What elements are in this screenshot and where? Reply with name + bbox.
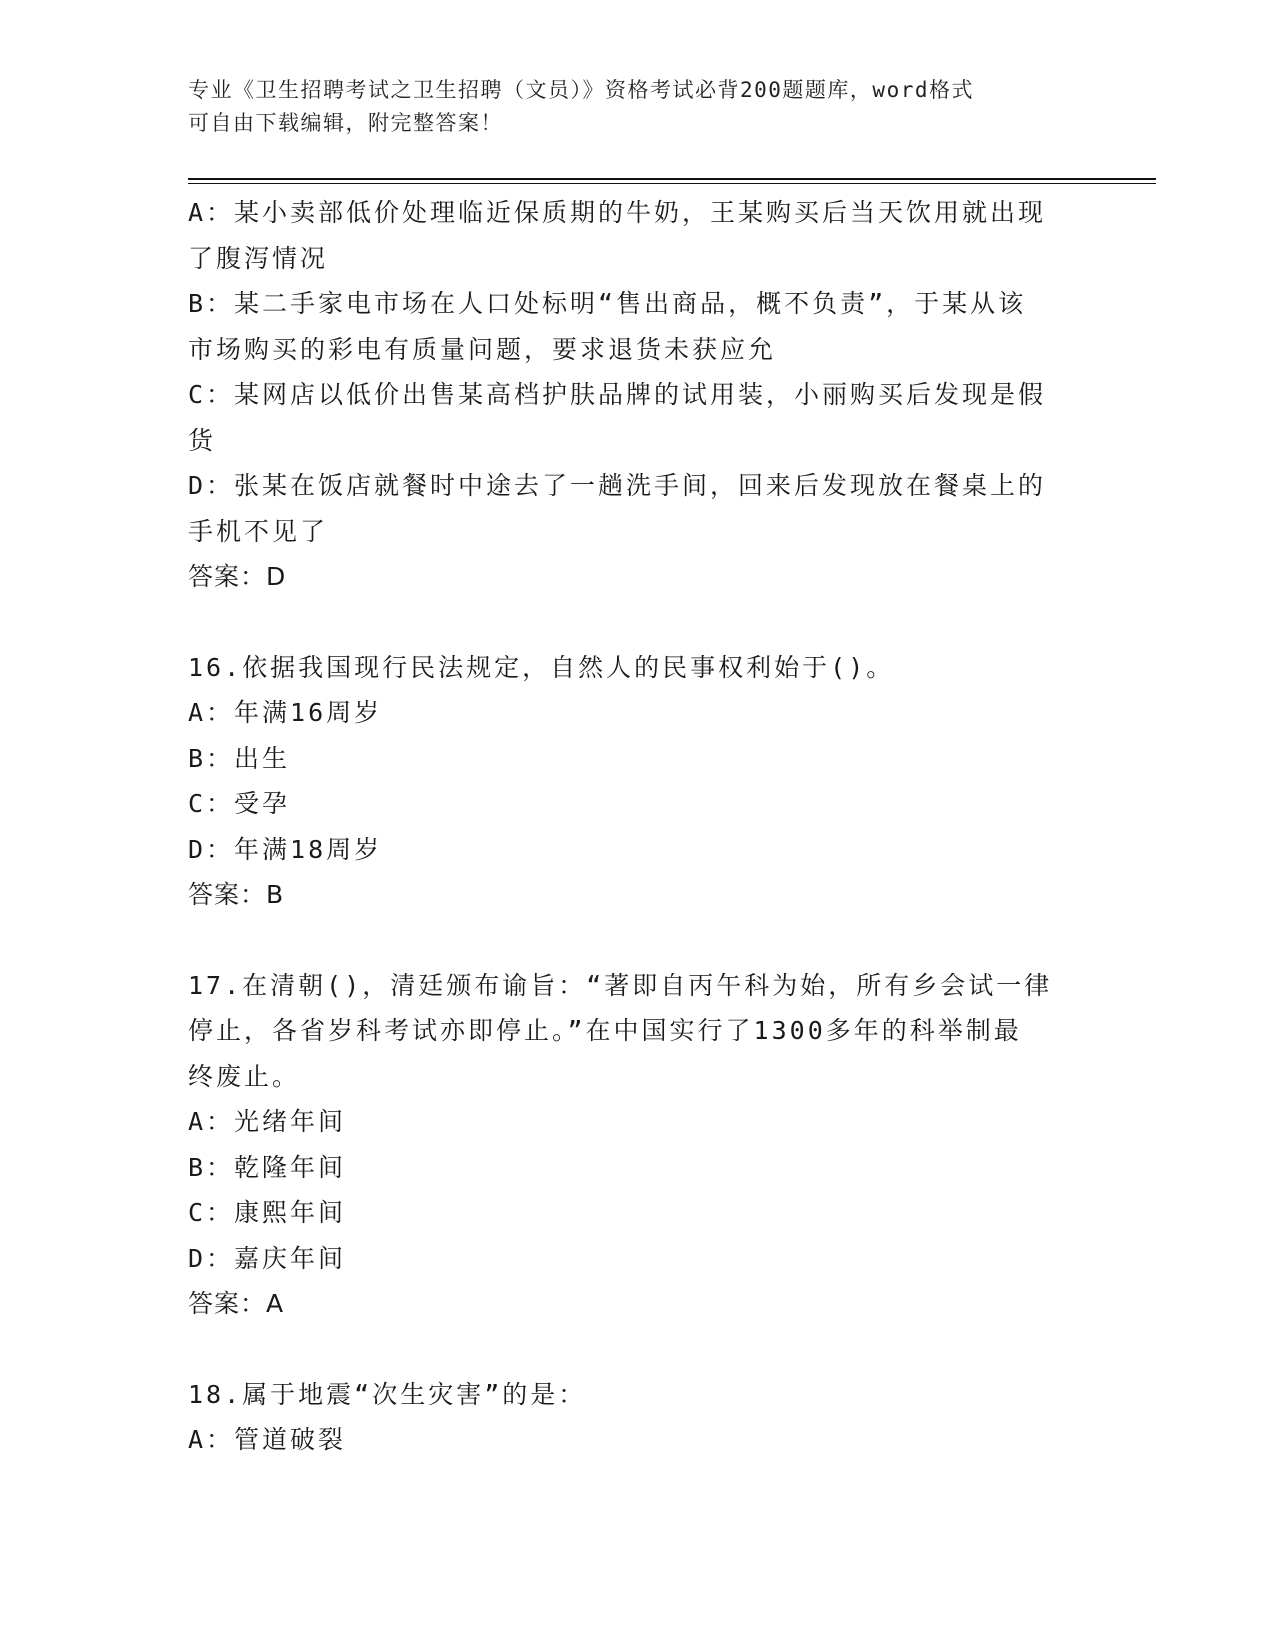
option-a: A：年满16周岁 <box>188 698 383 727</box>
option-d: D：年满18周岁 <box>188 834 383 864</box>
question-stem-line-1: 17.在清朝()，清廷颁布谕旨：“著即自丙午科为始，所有乡会试一律 <box>188 970 1053 1000</box>
option-a: A：管道破裂 <box>188 1425 347 1454</box>
option-a-line-2: 了腹泻情况 <box>188 243 329 273</box>
question-stem: 16.依据我国现行民法规定，自然人的民事权利始于()。 <box>188 652 895 682</box>
question-stem-line-3: 终废止。 <box>188 1061 301 1091</box>
header-divider-thick <box>188 178 1156 180</box>
option-b-line-2: 市场购买的彩电有质量问题，要求退货未获应允 <box>188 334 777 364</box>
question-16 <box>188 645 1088 918</box>
option-a: A：光绪年间 <box>188 1107 347 1136</box>
header-title-line-2: 可自由下载编辑，附完整答案！ <box>188 111 503 135</box>
document-header <box>188 74 1088 140</box>
header-divider-thin <box>188 183 1156 184</box>
header-title-line-1: 专业《卫生招聘考试之卫生招聘（文员）》资格考试必背200题题库，word格式 <box>188 78 974 102</box>
option-c-line-1: C：某网店以低价出售某高档护肤品牌的试用装，小丽购买后发现是假 <box>188 380 1047 409</box>
answer-text: 答案：B <box>188 880 285 909</box>
answer-text: 答案：D <box>188 562 287 591</box>
option-b: B：出生 <box>188 743 291 773</box>
question-15-continued <box>188 190 1088 600</box>
option-b-line-1: B：某二手家电市场在人口处标明“售出商品，概不负责”，于某从该 <box>188 289 1027 318</box>
question-18 <box>188 1372 1088 1463</box>
option-b: B：乾隆年间 <box>188 1152 347 1182</box>
option-c-line-2: 货 <box>188 425 217 455</box>
option-d-line-2: 手机不见了 <box>188 516 329 546</box>
question-17 <box>188 963 1088 1327</box>
option-c: C：受孕 <box>188 789 291 818</box>
option-c: C：康熙年间 <box>188 1198 347 1227</box>
option-d-line-1: D：张某在饭店就餐时中途去了一趟洗手间，回来后发现放在餐桌上的 <box>188 471 1047 500</box>
question-stem: 18.属于地震“次生灾害”的是： <box>188 1379 587 1409</box>
option-a-line-1: A：某小卖部低价处理临近保质期的牛奶，王某购买后当天饮用就出现 <box>188 198 1047 227</box>
answer-text: 答案：A <box>188 1289 285 1318</box>
document-body <box>188 190 1088 1463</box>
question-stem-line-2: 停止，各省岁科考试亦即停止。”在中国实行了1300多年的科举制最 <box>188 1016 1022 1045</box>
option-d: D：嘉庆年间 <box>188 1243 347 1273</box>
